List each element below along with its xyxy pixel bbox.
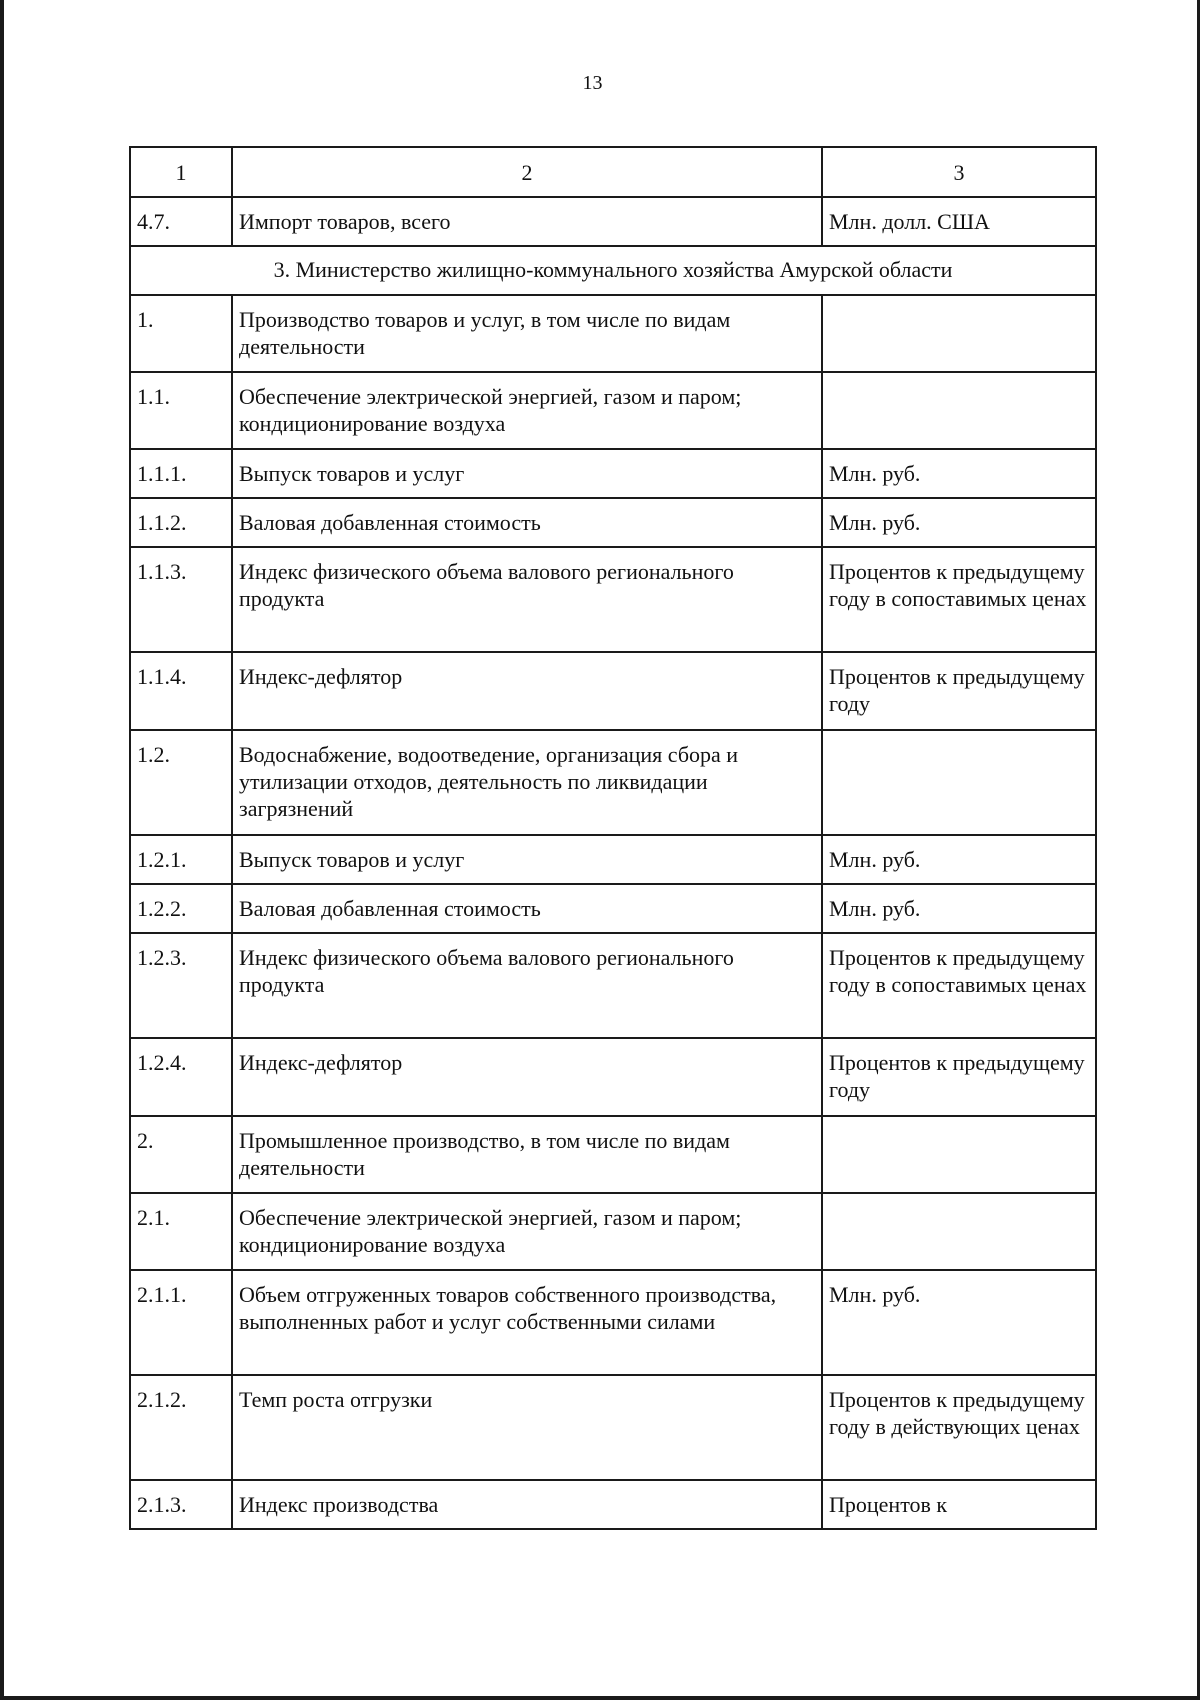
row-indicator: Индекс-дефлятор bbox=[232, 652, 822, 730]
row-unit bbox=[822, 1193, 1096, 1270]
row-indicator: Выпуск товаров и услуг bbox=[232, 835, 822, 884]
row-number: 2. bbox=[130, 1116, 232, 1193]
row-unit bbox=[822, 372, 1096, 449]
row-number: 1.1.2. bbox=[130, 498, 232, 547]
row-number: 1.1.1. bbox=[130, 449, 232, 498]
row-unit: Процентов к предыдущему году в действующих ценах bbox=[822, 1375, 1096, 1480]
row-number: 1. bbox=[130, 295, 232, 372]
table-row bbox=[130, 1480, 1096, 1529]
row-unit: Процентов к предыдущему году в сопоставимых ценах bbox=[822, 933, 1096, 1038]
row-indicator: Промышленное производство, в том числе по видам деятельности bbox=[232, 1116, 822, 1193]
row-indicator: Импорт товаров, всего bbox=[232, 197, 822, 246]
row-indicator: Валовая добавленная стоимость bbox=[232, 884, 822, 933]
row-number: 1.2.2. bbox=[130, 884, 232, 933]
section-row bbox=[130, 246, 1096, 295]
table-row bbox=[130, 933, 1096, 1038]
scan-border-bottom bbox=[0, 1696, 1200, 1700]
table-row bbox=[130, 295, 1096, 372]
row-unit: Млн. руб. bbox=[822, 835, 1096, 884]
row-unit: Процентов к bbox=[822, 1480, 1096, 1529]
header-col-2: 2 bbox=[232, 147, 822, 197]
row-indicator: Индекс физического объема валового регионального продукта bbox=[232, 933, 822, 1038]
indicators-table bbox=[129, 146, 1097, 1530]
row-number: 1.1. bbox=[130, 372, 232, 449]
header-col-3: 3 bbox=[822, 147, 1096, 197]
row-unit: Млн. руб. bbox=[822, 884, 1096, 933]
row-unit: Процентов к предыдущему году bbox=[822, 652, 1096, 730]
row-number: 1.1.4. bbox=[130, 652, 232, 730]
table-row bbox=[130, 498, 1096, 547]
table-row bbox=[130, 835, 1096, 884]
table-row bbox=[130, 652, 1096, 730]
table-row bbox=[130, 884, 1096, 933]
row-unit bbox=[822, 295, 1096, 372]
page-number: 13 bbox=[582, 72, 603, 94]
row-unit bbox=[822, 730, 1096, 835]
table-row bbox=[130, 730, 1096, 835]
table-row bbox=[130, 1270, 1096, 1375]
row-number: 1.2.4. bbox=[130, 1038, 232, 1116]
table-row bbox=[130, 1038, 1096, 1116]
row-indicator: Индекс производства bbox=[232, 1480, 822, 1529]
row-indicator: Водоснабжение, водоотведение, организация сбора и утилизации отходов, деятельность по ликвидации загрязнений bbox=[232, 730, 822, 835]
scan-border-left bbox=[0, 0, 4, 1700]
row-number: 2.1.2. bbox=[130, 1375, 232, 1480]
table-row bbox=[130, 449, 1096, 498]
row-indicator: Индекс физического объема валового регионального продукта bbox=[232, 547, 822, 652]
row-unit: Млн. руб. bbox=[822, 1270, 1096, 1375]
table-row bbox=[130, 1116, 1096, 1193]
table-header-row bbox=[130, 147, 1096, 197]
row-indicator: Объем отгруженных товаров собственного производства, выполненных работ и услуг собственными силами bbox=[232, 1270, 822, 1375]
table-row bbox=[130, 1375, 1096, 1480]
row-indicator: Выпуск товаров и услуг bbox=[232, 449, 822, 498]
row-indicator: Обеспечение электрической энергией, газом и паром; кондиционирование воздуха bbox=[232, 372, 822, 449]
row-indicator: Темп роста отгрузки bbox=[232, 1375, 822, 1480]
table-row bbox=[130, 547, 1096, 652]
row-number: 2.1. bbox=[130, 1193, 232, 1270]
row-indicator: Обеспечение электрической энергией, газом и паром; кондиционирование воздуха bbox=[232, 1193, 822, 1270]
row-number: 1.2. bbox=[130, 730, 232, 835]
table-row bbox=[130, 1193, 1096, 1270]
row-unit: Млн. руб. bbox=[822, 449, 1096, 498]
row-unit: Млн. долл. США bbox=[822, 197, 1096, 246]
row-indicator: Валовая добавленная стоимость bbox=[232, 498, 822, 547]
table-row bbox=[130, 372, 1096, 449]
section-title: 3. Министерство жилищно-коммунального хозяйства Амурской области bbox=[130, 246, 1096, 295]
row-number: 1.2.1. bbox=[130, 835, 232, 884]
row-indicator: Индекс-дефлятор bbox=[232, 1038, 822, 1116]
row-number: 4.7. bbox=[130, 197, 232, 246]
row-number: 2.1.3. bbox=[130, 1480, 232, 1529]
row-unit: Процентов к предыдущему году в сопоставимых ценах bbox=[822, 547, 1096, 652]
row-unit bbox=[822, 1116, 1096, 1193]
row-indicator: Производство товаров и услуг, в том числе по видам деятельности bbox=[232, 295, 822, 372]
row-unit: Млн. руб. bbox=[822, 498, 1096, 547]
header-col-1: 1 bbox=[130, 147, 232, 197]
row-number: 1.2.3. bbox=[130, 933, 232, 1038]
row-number: 1.1.3. bbox=[130, 547, 232, 652]
table-row bbox=[130, 197, 1096, 246]
row-unit: Процентов к предыдущему году bbox=[822, 1038, 1096, 1116]
row-number: 2.1.1. bbox=[130, 1270, 232, 1375]
